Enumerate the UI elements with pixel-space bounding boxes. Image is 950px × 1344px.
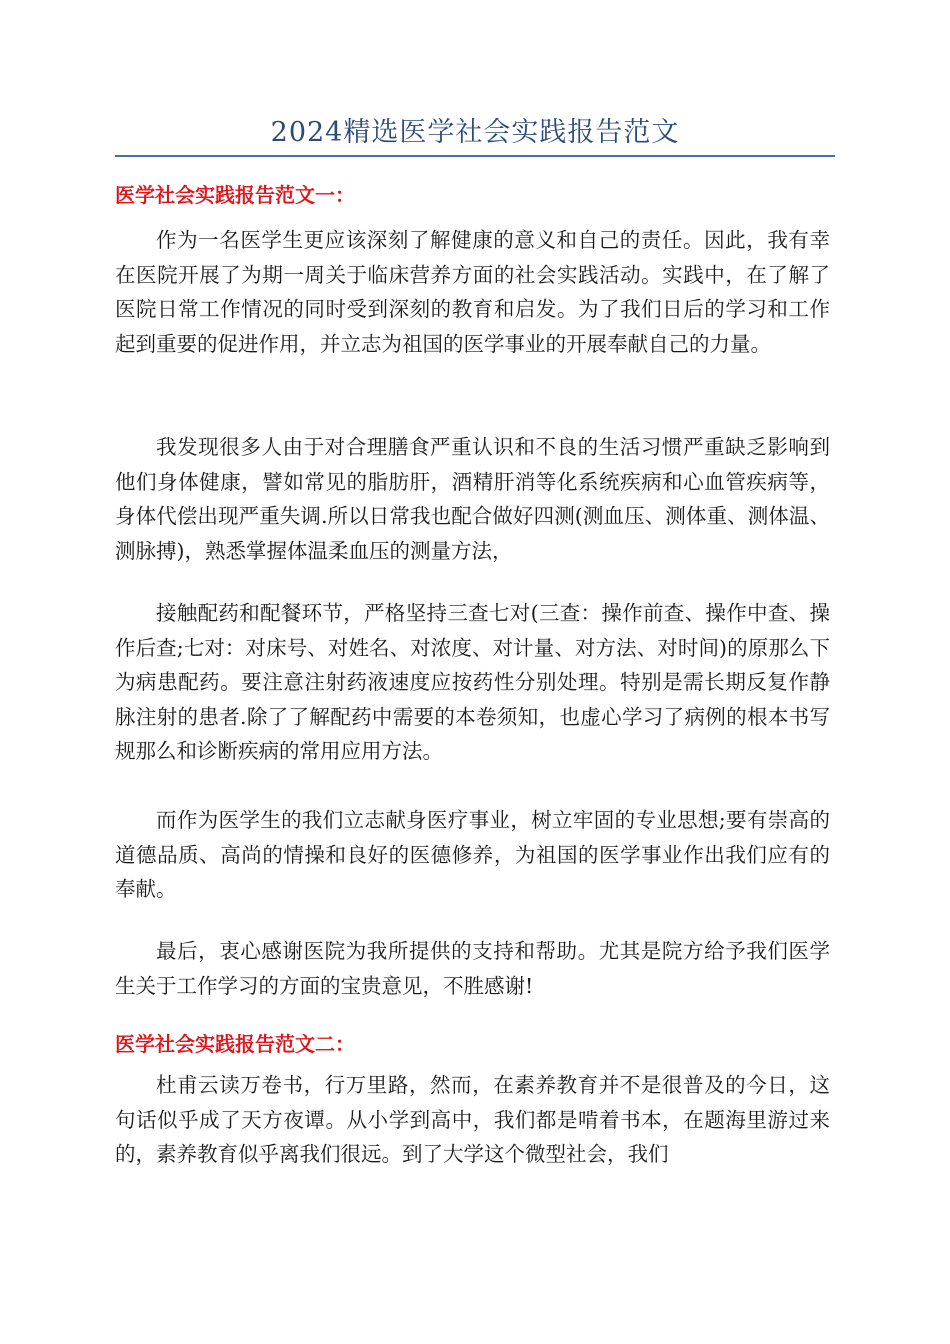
paragraph-1-2: 我发现很多人由于对合理膳食严重认识和不良的生活习惯严重缺乏影响到他们身体健康，譬如常见的脂肪肝，酒精肝消等化系统疾病和心血管疾病等，身体代偿出现严重失调.所以日常我也配合做好四测(测血压、测体重、测体温、测脉搏)，熟悉掌握体温柔血压的测量方法，	[115, 435, 830, 563]
paragraph-2-1: 杜甫云读万卷书，行万里路，然而，在素养教育并不是很普及的今日，这句话似乎成了天方夜谭。从小学到高中，我们都是啃着书本，在题海里游过来的，素养教育似乎离我们很远。到了大学这个微型社会，我们	[115, 1073, 830, 1166]
paragraph-1-1: 作为一名医学生更应该深刻了解健康的意义和自己的责任。因此，我有幸在医院开展了为期一周关于临床营养方面的社会实践活动。实践中，在了解了医院日常工作情况的同时受到深刻的教育和启发。为了我们日后的学习和工作起到重要的促进作用，并立志为祖国的医学事业的开展奉献自己的力量。	[115, 228, 830, 356]
paragraph-1-5: 最后，衷心感谢医院为我所提供的支持和帮助。尤其是院方给予我们医学生关于工作学习的方面的宝贵意见，不胜感谢!	[115, 939, 830, 998]
paragraph-1-4: 而作为医学生的我们立志献身医疗事业，树立牢固的专业思想;要有崇高的道德品质、高尚的情操和良好的医德修养，为祖国的医学事业作出我们应有的奉献。	[115, 808, 830, 901]
section-heading-1: 医学社会实践报告范文一：	[115, 183, 355, 207]
section-heading-2: 医学社会实践报告范文二：	[115, 1032, 355, 1056]
paragraph-1-3: 接触配药和配餐环节，严格坚持三查七对(三查：操作前查、操作中查、操作后查;七对：对床号、对姓名、对浓度、对计量、对方法、对时间)的原那么下为病患配药。要注意注射药液速度应按药性分别处理。特别是需长期反复作静脉注射的患者.除了了解配药中需要的本卷须知，也虚心学习了病例的根本书写规那么和诊断疾病的常用应用方法。	[115, 601, 830, 763]
title-underline	[115, 155, 835, 157]
document-title: 2024精选医学社会实践报告范文	[270, 117, 680, 148]
